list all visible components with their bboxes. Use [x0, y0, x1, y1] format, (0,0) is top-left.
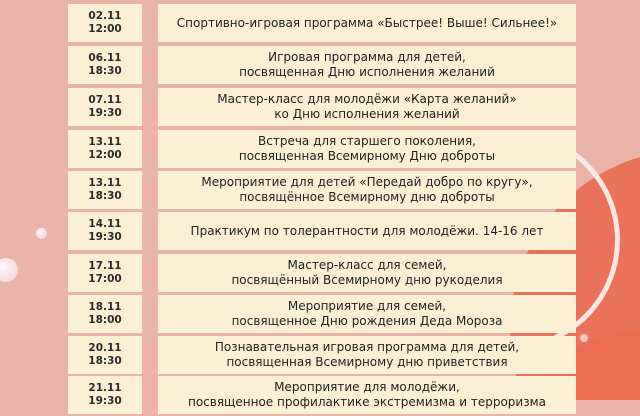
date-box: [68, 130, 142, 168]
event-description: [158, 254, 576, 292]
event-description: [158, 4, 576, 42]
event-time: 19:30: [88, 395, 122, 407]
date-box: [68, 254, 142, 292]
event-day: 14.11: [88, 218, 122, 230]
event-line: посвященное профилактике экстремизма и терроризма: [187, 395, 546, 409]
event-description: [158, 376, 576, 414]
event-line: ко Дню исполнения желаний: [274, 107, 460, 121]
event-line: посвященное Дню рождения Деда Мороза: [231, 314, 503, 328]
event-time: 17:00: [88, 273, 122, 285]
event-line: посвящённое Всемирному дню доброты: [239, 190, 495, 204]
event-line: Мастер-класс для молодёжи «Карта желаний»: [217, 92, 517, 106]
event-day: 02.11: [88, 10, 122, 22]
event-time: 18:30: [88, 355, 122, 367]
event-day: 07.11: [88, 94, 122, 106]
event-day: 17.11: [88, 260, 122, 272]
event-line: Познавательная игровая программа для детей,: [214, 340, 520, 354]
schedule-row: [0, 376, 640, 416]
event-line: посвященная Всемирному Дню доброты: [238, 149, 496, 163]
event-time: 12:00: [88, 149, 122, 161]
event-time: 18:00: [88, 314, 122, 326]
event-day: 21.11: [88, 382, 122, 394]
event-line: Практикум по толерантности для молодёжи. 14-16 лет: [190, 223, 544, 238]
event-time: 19:30: [88, 107, 122, 119]
schedule-row: [0, 254, 640, 294]
event-description: [158, 212, 576, 250]
event-line: посвященная Всемирному дню приветствия: [226, 355, 508, 369]
event-line: Встреча для старшего поколения,: [258, 134, 476, 148]
date-box: [68, 4, 142, 42]
event-line: Игровая программа для детей,: [268, 50, 466, 64]
event-line: Мероприятие для молодёжи,: [274, 380, 460, 394]
event-time: 12:00: [88, 23, 122, 35]
date-box: [68, 295, 142, 333]
schedule-row: [0, 295, 640, 335]
event-time: 18:30: [88, 65, 122, 77]
event-description: [158, 295, 576, 333]
schedule-row: [0, 130, 640, 170]
event-line: посвящённый Всемирному дню рукоделия: [231, 273, 503, 287]
event-line: Мероприятие для семей,: [287, 299, 447, 313]
event-description: [158, 46, 576, 84]
event-description: [158, 88, 576, 126]
date-box: [68, 212, 142, 250]
date-box: [68, 171, 142, 209]
event-line: посвященная Дню исполнения желаний: [239, 65, 495, 79]
date-box: [68, 46, 142, 84]
event-day: 13.11: [88, 177, 122, 189]
date-box: [68, 376, 142, 414]
event-day: 06.11: [88, 52, 122, 64]
schedule-row: [0, 46, 640, 86]
event-day: 18.11: [88, 301, 122, 313]
schedule-row: [0, 171, 640, 211]
schedule-row: [0, 212, 640, 252]
event-time: 19:30: [88, 231, 122, 243]
event-line: Спортивно-игровая программа «Быстрее! Выше! Сильнее!»: [176, 15, 558, 30]
event-description: [158, 171, 576, 209]
event-day: 13.11: [88, 136, 122, 148]
date-box: [68, 88, 142, 126]
schedule-row: [0, 336, 640, 376]
event-line: Мастер-класс для семей,: [287, 258, 447, 272]
event-description: [158, 336, 576, 374]
event-day: 20.11: [88, 342, 122, 354]
event-time: 18:30: [88, 190, 122, 202]
schedule-row: [0, 4, 640, 44]
date-box: [68, 336, 142, 374]
event-description: [158, 130, 576, 168]
schedule-row: [0, 88, 640, 128]
event-line: Мероприятие для детей «Передай добро по кругу»,: [201, 175, 533, 189]
